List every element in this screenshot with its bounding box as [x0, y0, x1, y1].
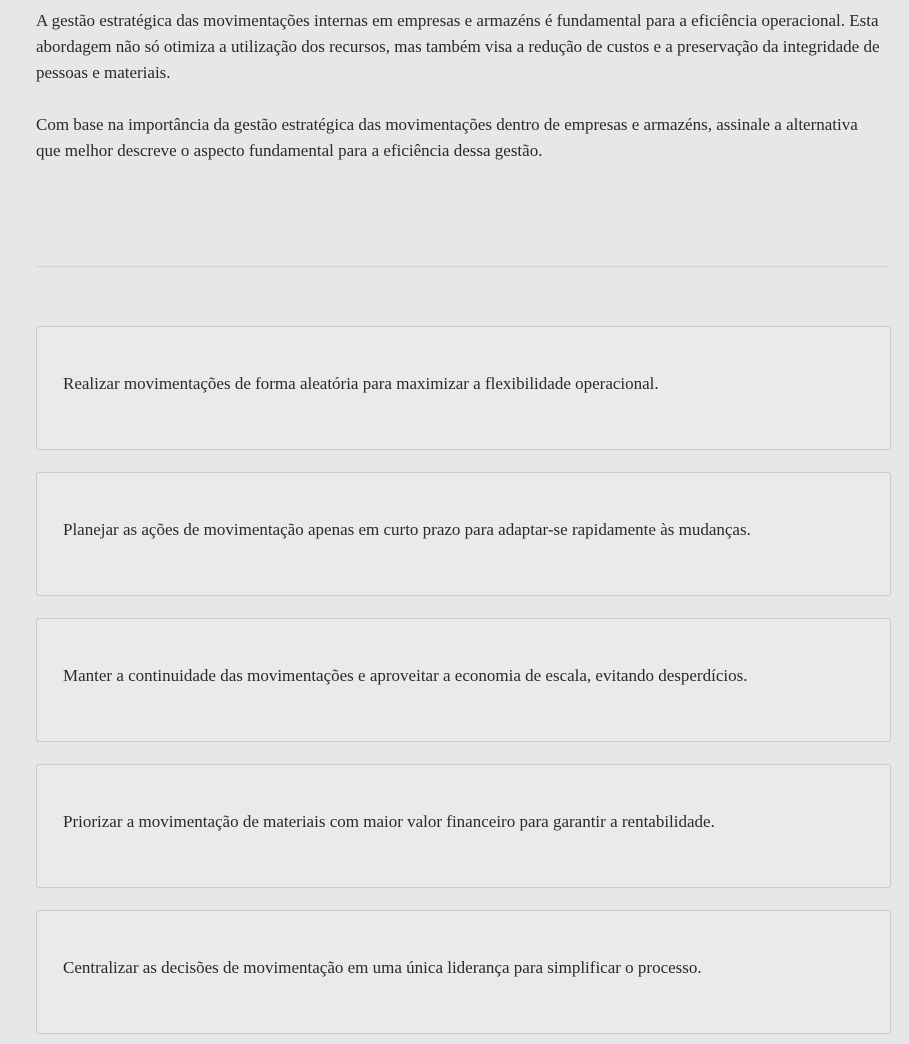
answer-option-c-text: Manter a continuidade das movimentações e aproveitar a economia de escala, evitando desperdícios. — [63, 666, 748, 685]
answer-option-b-text: Planejar as ações de movimentação apenas em curto prazo para adaptar-se rapidamente às mudanças. — [63, 520, 751, 539]
question-paragraph-2: Com base na importância da gestão estratégica das movimentações dentro de empresas e armazéns, assinale a alternativa que melhor descreve o aspecto fundamental para a eficiência dessa gestão. — [36, 115, 858, 160]
answer-option-e[interactable] — [36, 910, 891, 1034]
answer-option-b[interactable] — [36, 472, 891, 596]
answer-option-a-text: Realizar movimentações de forma aleatória para maximizar a flexibilidade operacional. — [63, 374, 659, 393]
question-text — [36, 8, 886, 164]
answer-option-d-text: Priorizar a movimentação de materiais com maior valor financeiro para garantir a rentabilidade. — [63, 812, 715, 831]
question-paragraph-1: A gestão estratégica das movimentações internas em empresas e armazéns é fundamental para a eficiência operacional. Esta abordagem não só otimiza a utilização dos recursos, mas também visa a redução de custos e a preservação da integridade de pessoas e materiais. — [36, 11, 880, 82]
answer-options — [36, 326, 891, 1034]
answer-option-c[interactable] — [36, 618, 891, 742]
answer-option-e-text: Centralizar as decisões de movimentação em uma única liderança para simplificar o processo. — [63, 958, 702, 977]
answer-option-d[interactable] — [36, 764, 891, 888]
answer-option-a[interactable] — [36, 326, 891, 450]
divider — [36, 266, 889, 267]
